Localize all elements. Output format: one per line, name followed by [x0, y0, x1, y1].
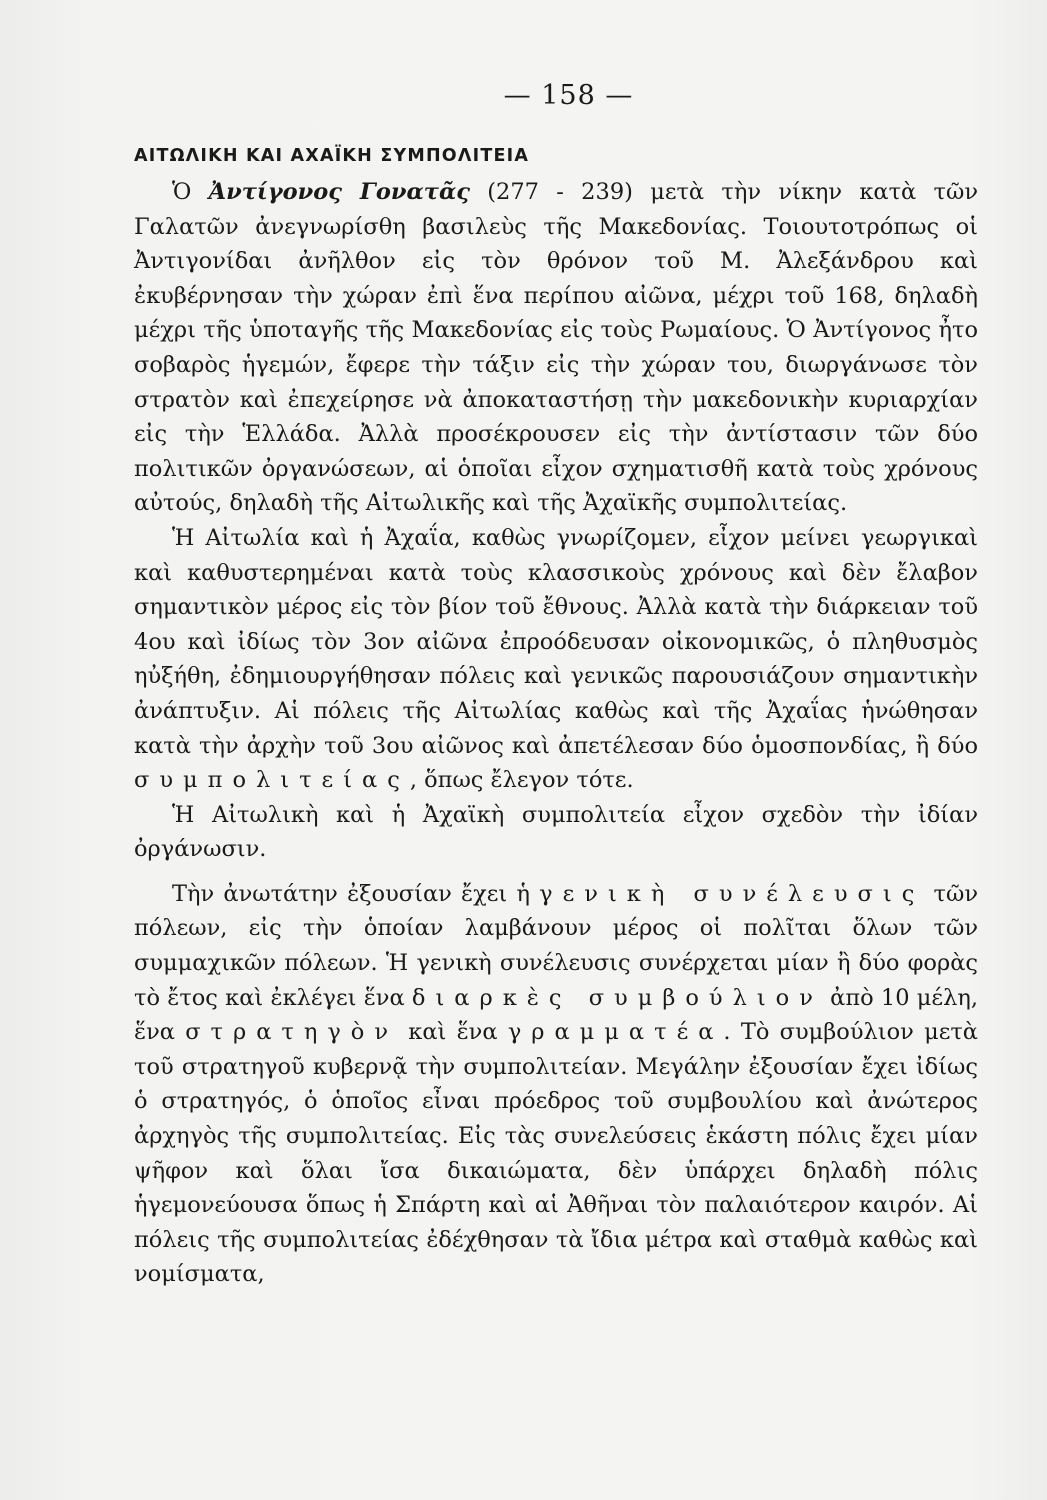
section-heading: ΑΙΤΩΛΙΚΗ ΚΑΙ ΑΧΑΪΚΗ ΣΥΜΠΟΛΙΤΕΙΑ: [134, 146, 530, 166]
text-run: Τὴν ἀνωτάτην ἐξουσίαν ἔχει ἡ: [172, 880, 540, 907]
paragraph-aetolia-achaea: [134, 521, 978, 798]
paragraph-antigonus: [134, 175, 978, 521]
text-run: Ἡ Αἰτωλία καὶ ἡ Ἀχαΐα, καθὼς γνωρίζομεν, εἶχον μείνει γεωργικαὶ καὶ καθυστερημέναι κατὰ τοὺς κλασσικοὺς χρόνους καὶ δὲν ἔλαβον σημαντικὸν μέρος εἰς τὸν βίον τοῦ ἔθνους. Ἀλλὰ κατὰ τὴν διάρκειαν τοῦ 4ου καὶ ἰδίως τὸν 3ον αἰῶνα ἐπροόδευσαν οἰκονομικῶς, ὁ πληθυσμὸς ηὐξήθη, ἐδημιουργήθησαν πόλεις καὶ γενικῶς παρουσιάζουν σημαντικὴν ἀνάπτυξιν. Αἱ πόλεις τῆς Αἰτωλίας καθὼς καὶ τῆς Ἀχαΐας ἡνώθησαν κατὰ τὴν ἀρχὴν τοῦ 3ου αἰῶνος καὶ ἀπετέλεσαν δύο ὁμοσπονδίας, ἢ δύο: [134, 524, 978, 759]
spaced-term: γραμματέα: [507, 1019, 724, 1046]
text-run: , ὅπως ἔλεγον τότε.: [409, 767, 634, 794]
body-text: [134, 175, 978, 1292]
text-run: Ὁ: [172, 179, 209, 205]
spaced-term: στρατηγὸν: [185, 1019, 399, 1046]
spaced-term: συμπολιτείας: [134, 767, 410, 794]
text-run: καὶ ἕνα: [398, 1019, 508, 1046]
spaced-term: διαρκὲς συμβούλιον: [411, 984, 823, 1011]
text-run: . Τὸ συμβούλιον μετὰ τοῦ στρατηγοῦ κυβερνᾷ τὴν συμπολιτείαν. Μεγάλην ἐξουσίαν ἔχει ἰδίως ὁ στρατηγός, ὁ ὁποῖος εἶναι πρόεδρος τοῦ συμβουλίου καὶ ἀνώτερος ἀρχηγὸς τῆς συμπολιτείας. Εἰς τὰς συνελεύσεις ἑκάστη πόλις ἔχει μίαν ψῆφον καὶ ὅλαι ἴσα δικαιώματα, δὲν ὑπάρχει δηλαδὴ πόλις ἡγεμονεύουσα ὅπως ἡ Σπάρτη καὶ αἱ Ἀθῆναι τὸν παλαιότερον καιρόν. Αἱ πόλεις τῆς συμπολιτείας ἐδέχθησαν τὰ ἴδια μέτρα καὶ σταθμὰ καθὼς καὶ νομίσματα,: [134, 1019, 978, 1288]
paragraph-authority: [134, 877, 978, 1292]
text-run: τῶν πόλεων, εἰς τὴν ὁποίαν λαμβάνουν μέρος οἱ πολῖται ὅλων τῶν συμμαχικῶν πόλεων. Ἡ γενικὴ συνέλευσις συνέρχεται μίαν ἢ δύο φορὰς τὸ ἔτος καὶ ἐκλέγει ἕνα: [134, 880, 978, 1011]
text-run: ἀπὸ 10 μέλη, ἕνα: [134, 984, 978, 1046]
text-run: Ἡ Αἰτωλικὴ καὶ ἡ Ἀχαϊκὴ συμπολιτεία εἶχον σχεδὸν τὴν ἰδίαν ὀργάνωσιν.: [134, 801, 978, 863]
page-number: — 158 —: [503, 80, 634, 111]
text-run: (277 - 239) μετὰ τὴν νίκην κατὰ τῶν Γαλατῶν ἀνεγνωρίσθη βασιλεὺς τῆς Μακεδονίας. Τοιουτοτρόπως οἱ Ἀντιγονίδαι ἀνῆλθον εἰς τὸν θρόνον τοῦ Μ. Ἀλεξάνδρου καὶ ἐκυβέρνησαν τὴν χώραν ἐπὶ ἕνα περίπου αἰῶνα, μέχρι τοῦ 168, δηλαδὴ μέχρι τῆς ὑποταγῆς τῆς Μακεδονίας εἰς τοὺς Ρωμαίους. Ὁ Ἀντίγονος ἦτο σοβαρὸς ἡγεμών, ἔφερε τὴν τάξιν εἰς τὴν χώραν του, διωργάνωσε τὸν στρατὸν καὶ ἐπεχείρησε νὰ ἀποκαταστήσῃ τὴν μακεδονικὴν κυριαρχίαν εἰς τὴν Ἑλλάδα. Ἀλλὰ προσέκρουσεν εἰς τὴν ἀντίστασιν τῶν δύο πολιτικῶν ὀργανώσεων, αἱ ὁποῖαι εἶχον σχηματισθῆ κατὰ τοὺς χρόνους αὐτούς, δηλαδὴ τῆς Αἰτωλικῆς καὶ τῆς Ἀχαϊκῆς συμπολιτείας.: [134, 179, 979, 517]
paragraph-organization: [134, 798, 978, 867]
emphasized-name: Ἀντίγονος Γονατᾶς: [208, 179, 470, 205]
spaced-term: γενικὴ συνέλευσις: [539, 880, 925, 907]
